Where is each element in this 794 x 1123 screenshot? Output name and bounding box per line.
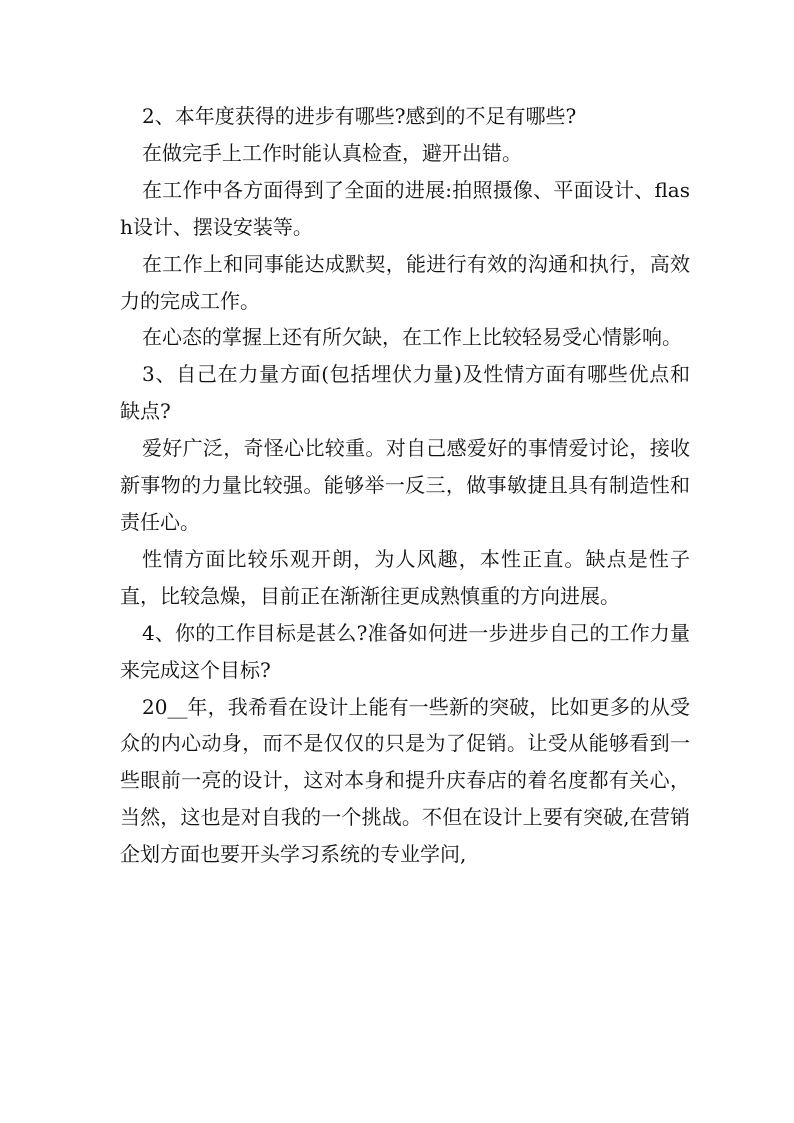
- answer-paragraph: 在工作中各方面得到了全面的进展:拍照摄像、平面设计、flash设计、摆设安装等。: [120, 177, 690, 239]
- answer-paragraph: 在心态的掌握上还有所欠缺，在工作上比较轻易受心情影响。: [142, 325, 682, 350]
- answer-paragraph: 性情方面比较乐观开朗，为人风趣，本性正直。缺点是性子直，比较急燥，目前正在渐渐往更成熟慎重的方向进展。: [120, 546, 690, 608]
- question-3-heading: 3、自己在力量方面(包括埋伏力量)及性情方面有哪些优点和缺点?: [120, 362, 690, 424]
- answer-paragraph: 在工作上和同事能达成默契，能进行有效的沟通和执行，高效力的完成工作。: [120, 251, 690, 313]
- answer-paragraph: 在做完手上工作时能认真检查，避开出错。: [142, 140, 522, 165]
- question-4-heading: 4、你的工作目标是甚么?准备如何进一步进步自己的工作力量来完成这个目标?: [120, 620, 690, 682]
- document-body: [120, 98, 690, 873]
- question-2-heading: 2、本年度获得的进步有哪些?感到的不足有哪些?: [142, 104, 577, 128]
- answer-paragraph: 爱好广泛，奇怪心比较重。对自己感爱好的事情爱讨论，接收新事物的力量比较强。能够举一反三，做事敏捷且具有制造性和责任心。: [120, 436, 690, 534]
- answer-paragraph: 20__年，我希看在设计上能有一些新的突破，比如更多的从受众的内心动身，而不是仅仅的只是为了促销。让受从能够看到一些眼前一亮的设计，这对本身和提升庆春店的着名度都有关心，当然，这也是对自我的一个挑战。不但在设计上要有突破,在营销企划方面也要开头学习系统的专业学问,: [120, 694, 690, 867]
